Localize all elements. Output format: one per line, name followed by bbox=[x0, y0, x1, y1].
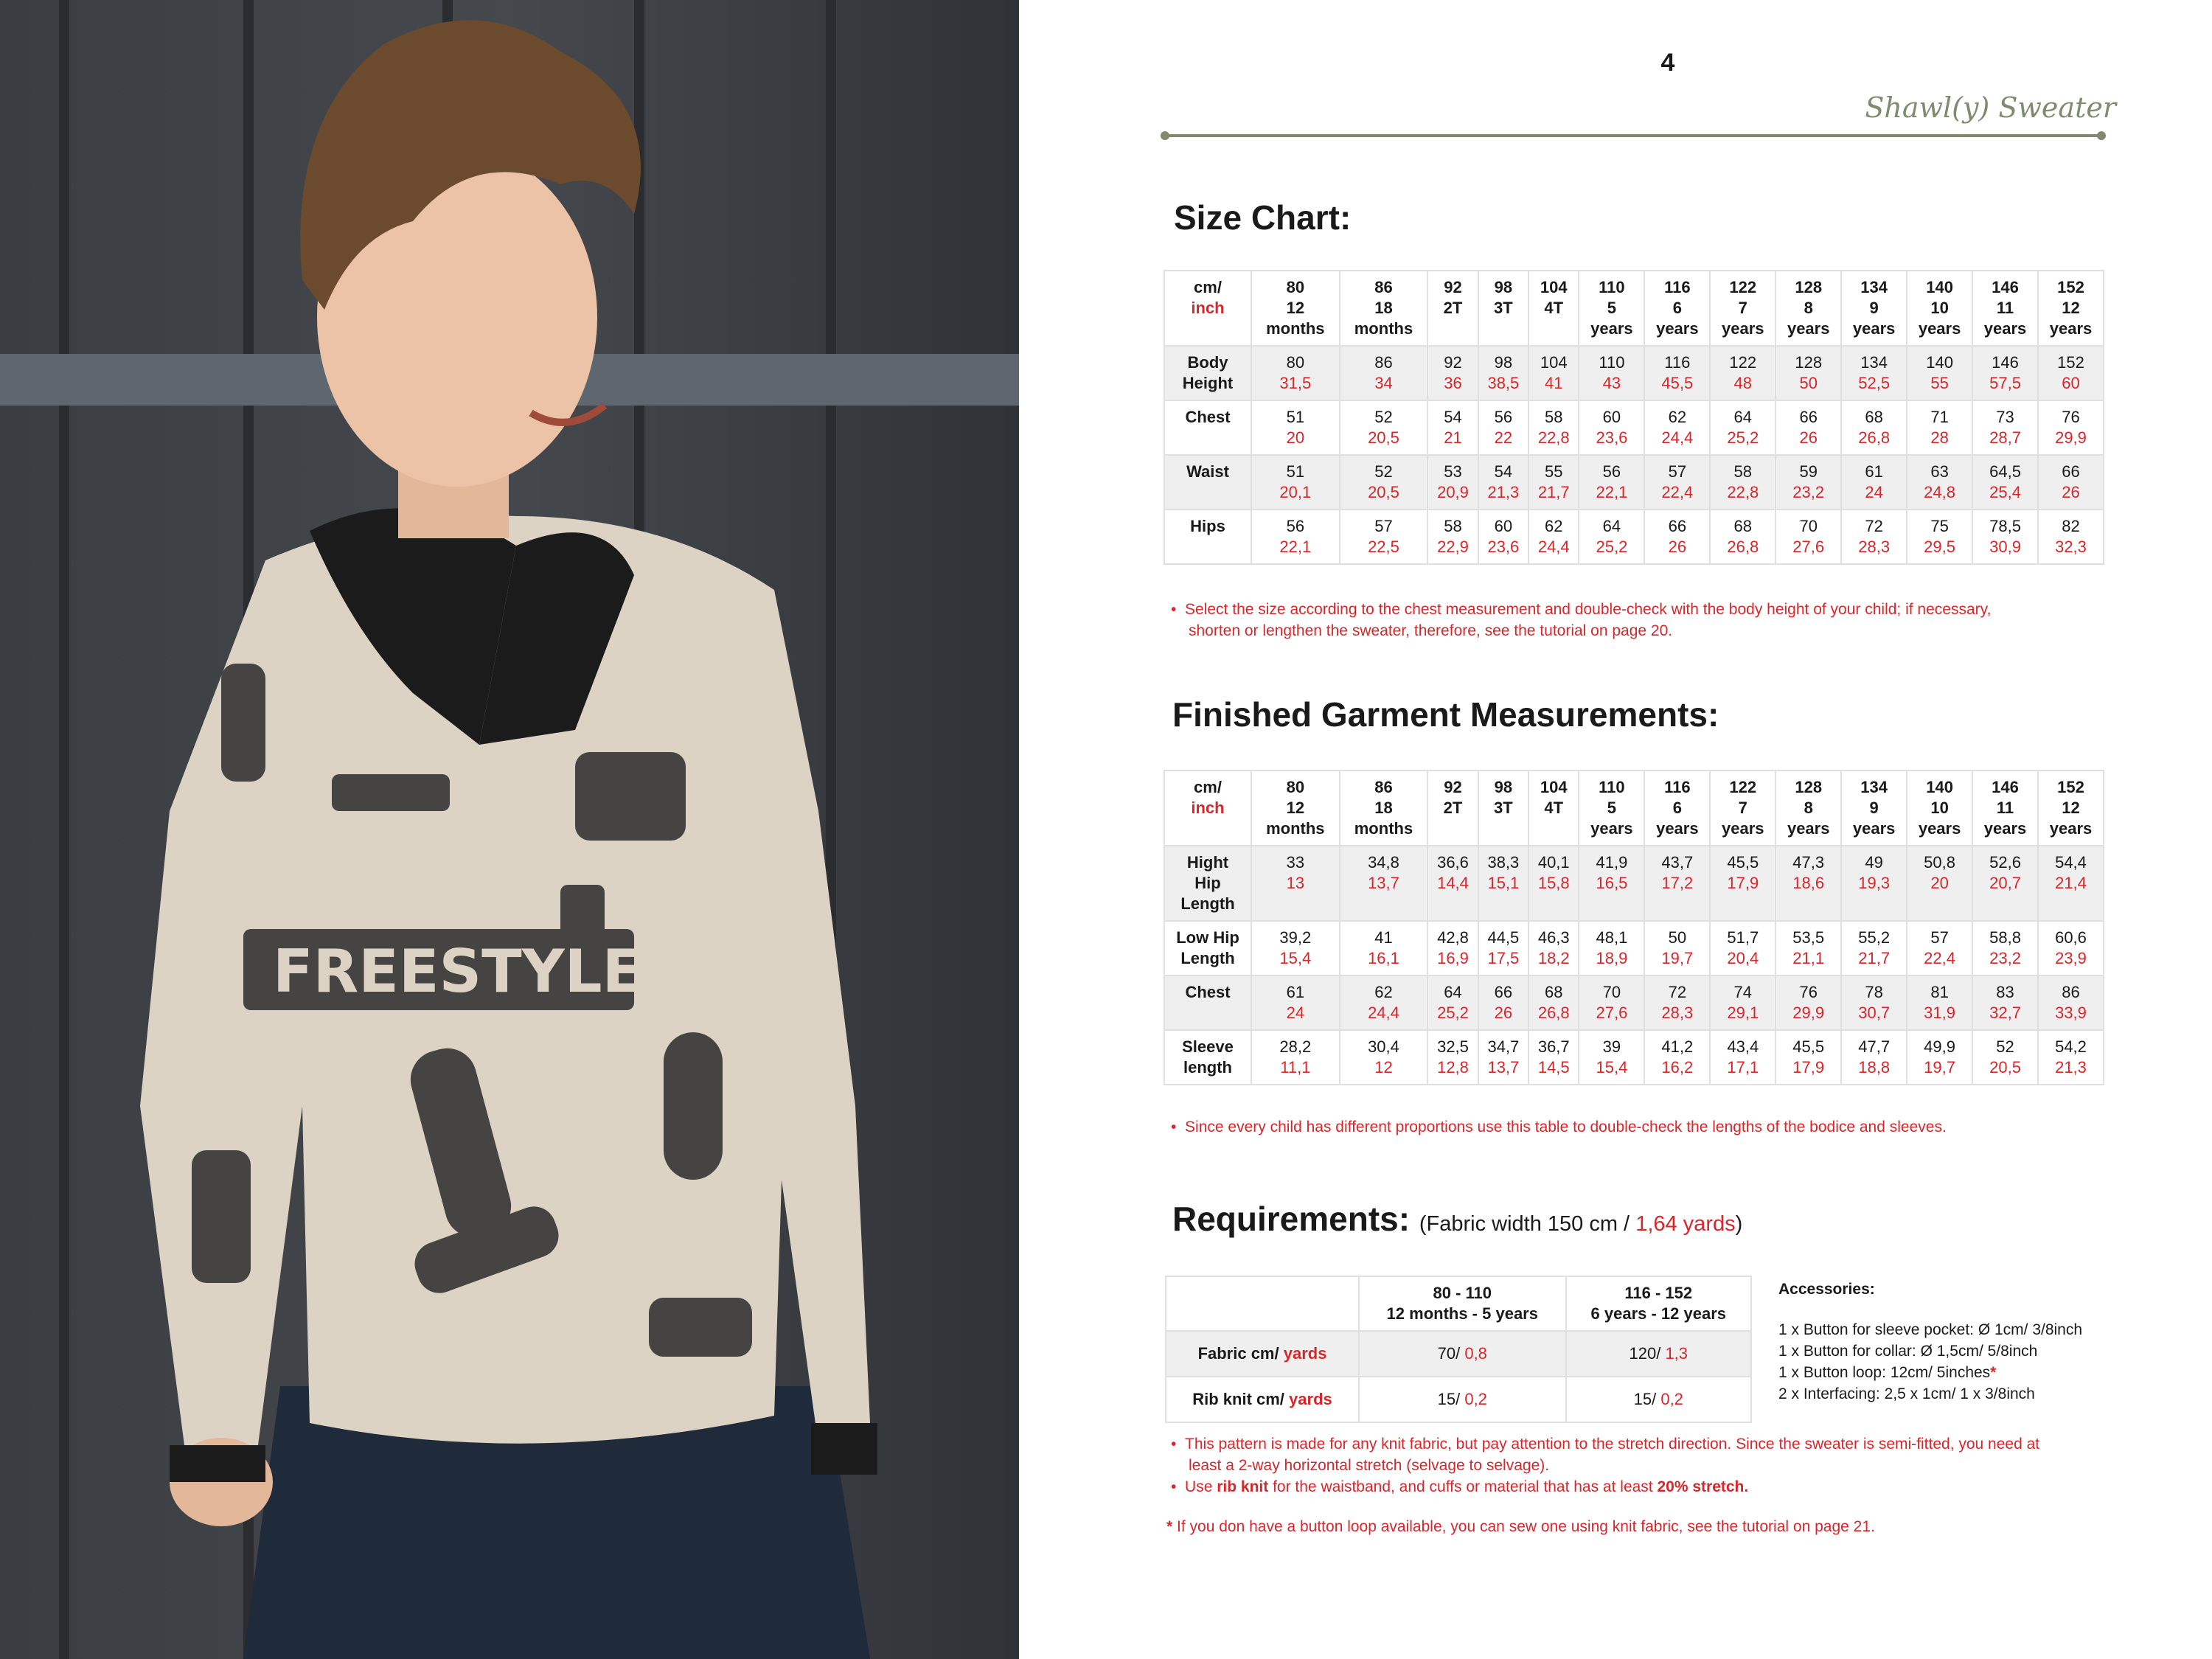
size-header: 146 11 years bbox=[1972, 771, 2038, 846]
size-header: 134 9 years bbox=[1841, 271, 1907, 346]
table-cell: 74 29,1 bbox=[1710, 975, 1775, 1030]
brand-logo: Shawl(y) Sweater bbox=[1865, 91, 2116, 124]
size-header: 104 4T bbox=[1528, 771, 1579, 846]
table-cell: 36,6 14,4 bbox=[1427, 846, 1478, 921]
table-cell: 15/ 0,2 bbox=[1359, 1377, 1566, 1422]
row-label: Rib knit cm/ yards bbox=[1166, 1377, 1359, 1422]
table-cell: 70/ 0,8 bbox=[1359, 1331, 1566, 1377]
table-cell: 52 20,5 bbox=[1340, 455, 1428, 509]
garment-note: • Since every child has different proportions use this table to double-check the lengths of the bodice and sleeves. bbox=[1171, 1119, 1947, 1135]
header-row bbox=[1164, 771, 2104, 846]
table-cell: 86 33,9 bbox=[2038, 975, 2104, 1030]
size-header: 116 6 years bbox=[1644, 771, 1710, 846]
table-cell: 75 29,5 bbox=[1907, 509, 1972, 564]
table-row bbox=[1164, 975, 2104, 1030]
table-cell: 82 32,3 bbox=[2038, 509, 2104, 564]
table-cell: 34,8 13,7 bbox=[1340, 846, 1428, 921]
accessories-title: Accessories: bbox=[1778, 1281, 1875, 1298]
table-cell: 28,2 11,1 bbox=[1251, 1030, 1340, 1085]
table-cell: 116 45,5 bbox=[1644, 346, 1710, 400]
table-row bbox=[1164, 1030, 2104, 1085]
table-cell: 52 20,5 bbox=[1972, 1030, 2038, 1085]
table-cell: 64 25,2 bbox=[1579, 509, 1644, 564]
requirements-title: Requirements: (Fabric width 150 cm / 1,64 yards) bbox=[1172, 1200, 1743, 1238]
table-cell: 56 22,1 bbox=[1251, 509, 1340, 564]
table-cell: 68 26,8 bbox=[1710, 509, 1775, 564]
table-cell: 71 28 bbox=[1907, 400, 1972, 455]
table-cell: 52,6 20,7 bbox=[1972, 846, 2038, 921]
table-cell: 134 52,5 bbox=[1841, 346, 1907, 400]
table-cell: 57 22,4 bbox=[1644, 455, 1710, 509]
size-header: 86 18 months bbox=[1340, 271, 1428, 346]
table-cell: 57 22,5 bbox=[1340, 509, 1428, 564]
table-row bbox=[1164, 400, 2104, 455]
row-label: Chest bbox=[1164, 975, 1251, 1030]
table-cell: 54 21 bbox=[1427, 400, 1478, 455]
accessories-list bbox=[1778, 1279, 2082, 1405]
table-row bbox=[1166, 1377, 1751, 1422]
size-header: 110 5 years bbox=[1579, 271, 1644, 346]
table-cell: 60 23,6 bbox=[1478, 509, 1528, 564]
garment-table bbox=[1164, 770, 2104, 1085]
table-cell: 45,5 17,9 bbox=[1775, 1030, 1841, 1085]
table-cell: 62 24,4 bbox=[1528, 509, 1579, 564]
table-cell: 104 41 bbox=[1528, 346, 1579, 400]
table-cell: 60 23,6 bbox=[1579, 400, 1644, 455]
size-header: 116 6 years bbox=[1644, 271, 1710, 346]
table-cell: 72 28,3 bbox=[1644, 975, 1710, 1030]
size-header: 140 10 years bbox=[1907, 771, 1972, 846]
size-header: 80 12 months bbox=[1251, 271, 1340, 346]
table-cell: 64 25,2 bbox=[1427, 975, 1478, 1030]
size-header: 128 8 years bbox=[1775, 271, 1841, 346]
table-cell: 152 60 bbox=[2038, 346, 2104, 400]
table-cell: 55,2 21,7 bbox=[1841, 921, 1907, 975]
table-cell: 15/ 0,2 bbox=[1566, 1377, 1751, 1422]
table-cell: 58 22,8 bbox=[1528, 400, 1579, 455]
table-cell: 140 55 bbox=[1907, 346, 1972, 400]
table-cell: 49,9 19,7 bbox=[1907, 1030, 1972, 1085]
table-cell: 66 26 bbox=[2038, 455, 2104, 509]
table-cell: 49 19,3 bbox=[1841, 846, 1907, 921]
table-cell: 51 20 bbox=[1251, 400, 1340, 455]
table-cell: 46,3 18,2 bbox=[1528, 921, 1579, 975]
table-cell: 63 24,8 bbox=[1907, 455, 1972, 509]
size-header: 152 12 years bbox=[2038, 271, 2104, 346]
size-header: 86 18 months bbox=[1340, 771, 1428, 846]
size-header: 152 12 years bbox=[2038, 771, 2104, 846]
table-cell: 48,1 18,9 bbox=[1579, 921, 1644, 975]
table-cell: 39 15,4 bbox=[1579, 1030, 1644, 1085]
table-cell: 53 20,9 bbox=[1427, 455, 1478, 509]
table-cell: 98 38,5 bbox=[1478, 346, 1528, 400]
table-row bbox=[1164, 846, 2104, 921]
table-cell: 56 22 bbox=[1478, 400, 1528, 455]
table-cell: 41 16,1 bbox=[1340, 921, 1428, 975]
table-cell: 58,8 23,2 bbox=[1972, 921, 2038, 975]
table-cell: 146 57,5 bbox=[1972, 346, 2038, 400]
table-cell: 43,4 17,1 bbox=[1710, 1030, 1775, 1085]
table-cell: 41,9 16,5 bbox=[1579, 846, 1644, 921]
table-cell: 60,6 23,9 bbox=[2038, 921, 2104, 975]
size-chart-title: Size Chart: bbox=[1174, 198, 1352, 237]
table-cell: 81 31,9 bbox=[1907, 975, 1972, 1030]
table-cell: 57 22,4 bbox=[1907, 921, 1972, 975]
table-cell: 62 24,4 bbox=[1340, 975, 1428, 1030]
table-cell: 83 32,7 bbox=[1972, 975, 2038, 1030]
table-cell: 58 22,8 bbox=[1710, 455, 1775, 509]
table-row bbox=[1164, 455, 2104, 509]
table-cell: 66 26 bbox=[1478, 975, 1528, 1030]
row-label: Chest bbox=[1164, 400, 1251, 455]
size-header: 128 8 years bbox=[1775, 771, 1841, 846]
header-row bbox=[1164, 271, 2104, 346]
table-cell: 45,5 17,9 bbox=[1710, 846, 1775, 921]
table-cell: 52 20,5 bbox=[1340, 400, 1428, 455]
table-cell: 54 21,3 bbox=[1478, 455, 1528, 509]
photo-boy-in-sweater bbox=[0, 0, 1019, 1659]
table-cell: 47,3 18,6 bbox=[1775, 846, 1841, 921]
table-cell: 76 29,9 bbox=[2038, 400, 2104, 455]
size-header: 98 3T bbox=[1478, 771, 1528, 846]
size-header: 104 4T bbox=[1528, 271, 1579, 346]
accessory-item: 1 x Button loop: 12cm/ 5inches* bbox=[1778, 1364, 1997, 1381]
table-cell: 38,3 15,1 bbox=[1478, 846, 1528, 921]
table-cell: 50 19,7 bbox=[1644, 921, 1710, 975]
table-cell: 53,5 21,1 bbox=[1775, 921, 1841, 975]
table-cell: 72 28,3 bbox=[1841, 509, 1907, 564]
size-header: 98 3T bbox=[1478, 271, 1528, 346]
size-header: 80 12 months bbox=[1251, 771, 1340, 846]
size-header: 122 7 years bbox=[1710, 271, 1775, 346]
table-cell: 44,5 17,5 bbox=[1478, 921, 1528, 975]
size-chart-note: • Select the size according to the chest measurement and double-check with the body height of your child; if necessary, shorten or lengthen the sweater, therefore, see the tutorial on page 20. bbox=[1171, 601, 1992, 639]
pattern-page bbox=[1019, 0, 2212, 1659]
table-cell: 47,7 18,8 bbox=[1841, 1030, 1907, 1085]
table-row bbox=[1164, 346, 2104, 400]
table-cell: 62 24,4 bbox=[1644, 400, 1710, 455]
table-cell: 54,2 21,3 bbox=[2038, 1030, 2104, 1085]
row-label: Low Hip Length bbox=[1164, 921, 1251, 975]
svg-text:FREESTYLE: FREESTYLE bbox=[273, 937, 643, 1006]
row-label: Waist bbox=[1164, 455, 1251, 509]
table-cell: 51,7 20,4 bbox=[1710, 921, 1775, 975]
table-cell: 61 24 bbox=[1251, 975, 1340, 1030]
size-header: 110 5 years bbox=[1579, 771, 1644, 846]
size-header: 92 2T bbox=[1427, 271, 1478, 346]
table-cell: 51 20,1 bbox=[1251, 455, 1340, 509]
size-chart-table bbox=[1164, 270, 2104, 565]
table-cell: 43,7 17,2 bbox=[1644, 846, 1710, 921]
header-divider bbox=[1165, 134, 2101, 137]
row-label: Sleeve length bbox=[1164, 1030, 1251, 1085]
table-cell: 61 24 bbox=[1841, 455, 1907, 509]
accessory-item: 2 x Interfacing: 2,5 x 1cm/ 1 x 3/8inch bbox=[1778, 1385, 2035, 1402]
table-cell: 68 26,8 bbox=[1841, 400, 1907, 455]
table-cell: 36,7 14,5 bbox=[1528, 1030, 1579, 1085]
table-row bbox=[1164, 921, 2104, 975]
table-cell: 64,5 25,4 bbox=[1972, 455, 2038, 509]
table-cell: 80 31,5 bbox=[1251, 346, 1340, 400]
table-cell: 78,5 30,9 bbox=[1972, 509, 2038, 564]
table-cell: 73 28,7 bbox=[1972, 400, 2038, 455]
size-header: 140 10 years bbox=[1907, 271, 1972, 346]
table-cell: 120/ 1,3 bbox=[1566, 1331, 1751, 1377]
table-cell: 55 21,7 bbox=[1528, 455, 1579, 509]
table-row bbox=[1166, 1331, 1751, 1377]
size-header: 134 9 years bbox=[1841, 771, 1907, 846]
table-cell: 78 30,7 bbox=[1841, 975, 1907, 1030]
table-cell: 56 22,1 bbox=[1579, 455, 1644, 509]
size-header: 92 2T bbox=[1427, 771, 1478, 846]
garment-title: Finished Garment Measurements: bbox=[1172, 695, 1719, 734]
table-cell: 50,8 20 bbox=[1907, 846, 1972, 921]
table-cell: 41,2 16,2 bbox=[1644, 1030, 1710, 1085]
table-cell: 110 43 bbox=[1579, 346, 1644, 400]
blank-header bbox=[1166, 1276, 1359, 1331]
table-cell: 40,1 15,8 bbox=[1528, 846, 1579, 921]
unit-header: cm/ inch bbox=[1164, 271, 1251, 346]
table-cell: 59 23,2 bbox=[1775, 455, 1841, 509]
header-row bbox=[1166, 1276, 1751, 1331]
table-cell: 76 29,9 bbox=[1775, 975, 1841, 1030]
photo-illustration bbox=[0, 0, 1019, 1659]
table-cell: 32,5 12,8 bbox=[1427, 1030, 1478, 1085]
table-cell: 128 50 bbox=[1775, 346, 1841, 400]
table-cell: 70 27,6 bbox=[1579, 975, 1644, 1030]
size-group-header: 116 - 152 6 years - 12 years bbox=[1566, 1276, 1751, 1331]
table-cell: 66 26 bbox=[1644, 509, 1710, 564]
accessory-item: 1 x Button for sleeve pocket: Ø 1cm/ 3/8inch bbox=[1778, 1321, 2083, 1338]
size-header: 146 11 years bbox=[1972, 271, 2038, 346]
table-cell: 86 34 bbox=[1340, 346, 1428, 400]
page-number: 4 bbox=[1660, 49, 1675, 77]
size-header: 122 7 years bbox=[1710, 771, 1775, 846]
table-cell: 58 22,9 bbox=[1427, 509, 1478, 564]
table-cell: 34,7 13,7 bbox=[1478, 1030, 1528, 1085]
table-cell: 54,4 21,4 bbox=[2038, 846, 2104, 921]
footnote: * If you don have a button loop available, you can sew one using knit fabric, see the tutorial on page 21. bbox=[1166, 1518, 1875, 1535]
table-cell: 39,2 15,4 bbox=[1251, 921, 1340, 975]
table-cell: 122 48 bbox=[1710, 346, 1775, 400]
table-row bbox=[1164, 509, 2104, 564]
table-cell: 30,4 12 bbox=[1340, 1030, 1428, 1085]
unit-header: cm/ inch bbox=[1164, 771, 1251, 846]
table-cell: 42,8 16,9 bbox=[1427, 921, 1478, 975]
row-label: Hips bbox=[1164, 509, 1251, 564]
size-group-header: 80 - 110 12 months - 5 years bbox=[1359, 1276, 1566, 1331]
requirements-note: • This pattern is made for any knit fabric, but pay attention to the stretch direction. Since the sweater is semi-fitted, you need at least a 2-way horizontal stretch (selvage to selvage). • Use rib knit for the waistband, and cuffs or material that has at least 20% stretch. bbox=[1171, 1436, 2040, 1495]
table-cell: 92 36 bbox=[1427, 346, 1478, 400]
table-cell: 64 25,2 bbox=[1710, 400, 1775, 455]
table-cell: 70 27,6 bbox=[1775, 509, 1841, 564]
table-cell: 66 26 bbox=[1775, 400, 1841, 455]
requirements-table bbox=[1165, 1276, 1752, 1423]
row-label: Body Height bbox=[1164, 346, 1251, 400]
row-label: Hight Hip Length bbox=[1164, 846, 1251, 921]
row-label: Fabric cm/ yards bbox=[1166, 1331, 1359, 1377]
table-cell: 68 26,8 bbox=[1528, 975, 1579, 1030]
accessory-item: 1 x Button for collar: Ø 1,5cm/ 5/8inch bbox=[1778, 1343, 2038, 1360]
table-cell: 33 13 bbox=[1251, 846, 1340, 921]
